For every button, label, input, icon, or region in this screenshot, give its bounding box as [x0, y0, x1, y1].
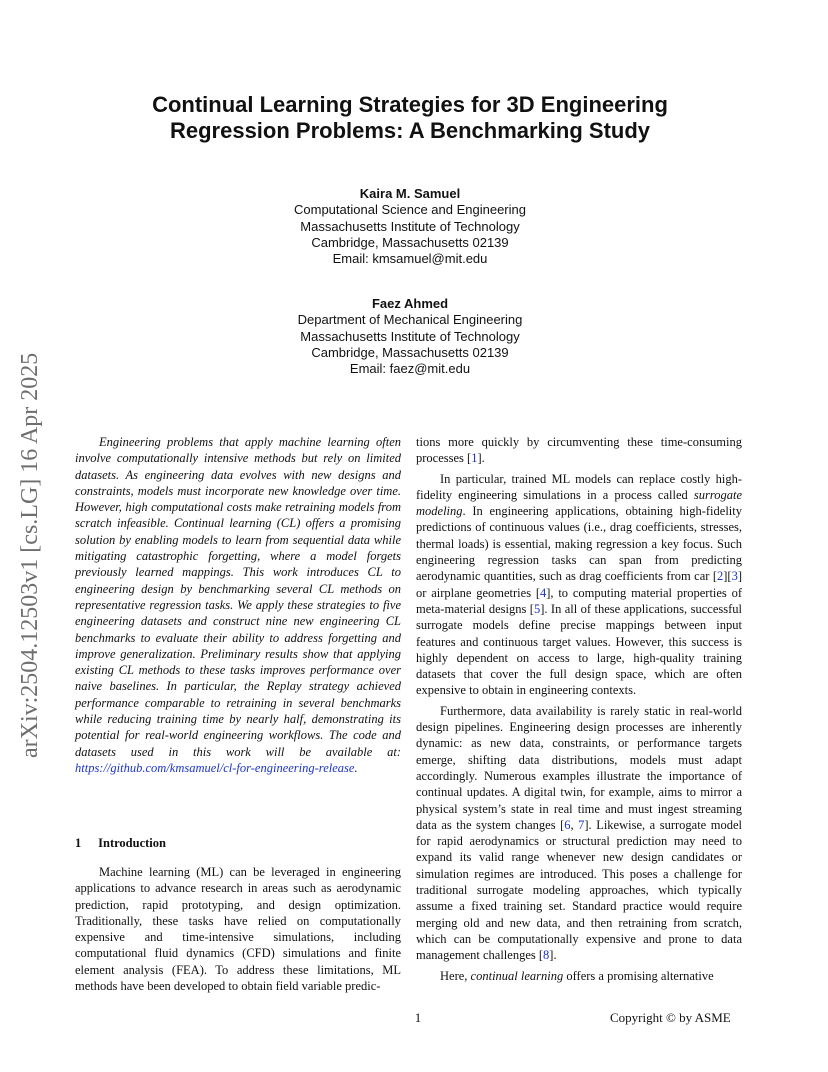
author-affiliation: Department of Mechanical Engineering	[297, 312, 523, 328]
emphasis-continual-learning: continual learning	[470, 968, 564, 983]
text-run: ]. In all of these applications, successful surrogate models define precise mappings between input features and continuous target values. However, this success is highly dependent on access to large, high-quality training datasets that cover the full design space, which are often expensive to obtain in engineering contexts.	[416, 601, 742, 698]
author-email[interactable]: Email: faez@mit.edu	[349, 361, 471, 377]
author-name: Kaira M. Samuel	[359, 186, 461, 201]
text-run: tions more quickly by circumventing these time-consuming processes [	[416, 435, 742, 466]
intro-paragraph-2	[416, 471, 742, 699]
text-run: ]. Likewise, a surrogate model for rapid aerodynamics or structural prediction may need to expand its valid range whenever new design candidates or simulation regimes are introduced. This poses a challenge for traditional surrogate modeling approaches, which typically assume a fixed training set. Standard practice would require merging old and new data, and then retraining from scratch, which can be computationally expensive and prone to data management challenges [	[416, 817, 742, 963]
intro-column-left	[75, 864, 401, 994]
citation-link[interactable]: 8	[543, 948, 550, 963]
intro-paragraph-1-continued	[416, 434, 742, 467]
abstract-text: Engineering problems that apply machine learning often involve computationally intensive methods but rely on limited datasets. As engineering data evolves with new designs and constraints, models must incorporate new knowledge over time. However, high computational costs make retraining models from scratch infeasible. Continual learning (CL) offers a promising solution by enabling models to learn from sequential data while mitigating catastrophic forgetting, where a model forgets previously learned mappings. This work introduces CL to engineering design by benchmarking several CL methods on representative regression tasks. We apply these strategies to five engineering datasets and construct nine new engineering CL benchmarks to evaluate their ability to address forgetting and improve generalization. Preliminary results show that applying existing CL methods to these tasks improves performance over naive baselines. In particular, the Replay strategy achieved performance comparable to retraining in several benchmarks while reducing training time by nearly half, demonstrating its potential for real-world engineering workflows. The code and datasets used in this work will be available at:	[75, 435, 401, 759]
citation-link[interactable]: 5	[533, 601, 541, 616]
intro-paragraph-4	[416, 968, 742, 984]
code-link[interactable]: https://github.com/kmsamuel/cl-for-engineering-release	[75, 760, 355, 775]
section-title: Introduction	[98, 836, 166, 850]
page-number: 1	[414, 1010, 422, 1025]
text-run: ].	[477, 451, 485, 466]
author-block-1	[210, 186, 610, 267]
intro-paragraph-3	[416, 703, 742, 964]
abstract-paragraph	[75, 434, 401, 776]
section-heading-introduction	[75, 836, 166, 851]
author-name: Faez Ahmed	[371, 296, 449, 311]
text-run: ].	[549, 948, 557, 963]
text-run: ,	[570, 817, 579, 832]
author-affiliation: Computational Science and Engineering	[294, 202, 526, 218]
title-line-2: Regression Problems: A Benchmarking Study	[169, 118, 651, 143]
citation-link[interactable]: 6	[564, 817, 571, 832]
text-run: ][	[723, 569, 732, 584]
author-address: Cambridge, Massachusetts 02139	[311, 344, 509, 360]
author-email[interactable]: Email: kmsamuel@mit.edu	[332, 251, 488, 267]
text-run: Furthermore, data availability is rarely static in real-world design pipelines. Engineering design processes are inherently dynamic: as new data, constraints, or performance targets emerge, shifting data distributions, models must adapt accordingly. Numerous examples illustrate the importance of continual updates. A digital twin, for example, aims to mirror a physical system’s state in real time and must ingest streaming data as the system changes [	[416, 703, 742, 832]
citation-link[interactable]: 2	[717, 569, 724, 584]
section-number: 1	[75, 836, 82, 850]
title-line-1: Continual Learning Strategies for 3D Engineering	[152, 92, 668, 117]
arxiv-stamp: arXiv:2504.12503v1 [cs.LG] 16 Apr 2025	[17, 352, 43, 758]
intro-paragraph-1: Machine learning (ML) can be leveraged in engineering applications to advance research in areas such as aerodynamic prediction, rapid prototyping, and design optimization. Traditionally, these tasks have relied on computationally expensive and time-intensive simulations, including computational fluid dynamics (CFD) simulations and finite element analysis (FEA). To address these limitations, ML methods have been developed to obtain field variable predic-	[75, 865, 401, 994]
text-run: ] or airplane geometries [	[416, 569, 742, 600]
citation-link[interactable]: 7	[578, 817, 585, 832]
text-run: offers a promising alternative	[563, 968, 714, 983]
text-run: Here,	[440, 968, 471, 983]
author-institution: Massachusetts Institute of Technology	[300, 328, 520, 344]
abstract	[75, 434, 401, 776]
citation-link[interactable]: 4	[540, 585, 547, 600]
text-run: ], to computing material properties of meta-material designs [	[416, 585, 742, 616]
author-address: Cambridge, Massachusetts 02139	[311, 234, 509, 250]
emphasis-surrogate-modeling: surrogate modeling	[416, 487, 742, 519]
author-institution: Massachusetts Institute of Technology	[300, 218, 520, 234]
author-block-2	[210, 296, 610, 377]
text-run: In particular, trained ML models can replace costly high-fidelity engineering simulations in a process called	[416, 471, 742, 502]
citation-link[interactable]: 1	[471, 451, 478, 466]
text-run: . In engineering applications, obtaining high-fidelity predictions of continuous values (i.e., drag coefficients, stresses, thermal loads) is essential, making regression a key focus. Such engineering regression tasks can span from predicting aerodynamic quantities, such as drag coefficients from car [	[416, 504, 742, 584]
copyright-notice: Copyright © by ASME	[610, 1010, 731, 1025]
citation-link[interactable]: 3	[731, 569, 738, 584]
paper-title	[80, 92, 740, 144]
abstract-end: .	[354, 760, 358, 775]
intro-column-right	[416, 434, 742, 984]
